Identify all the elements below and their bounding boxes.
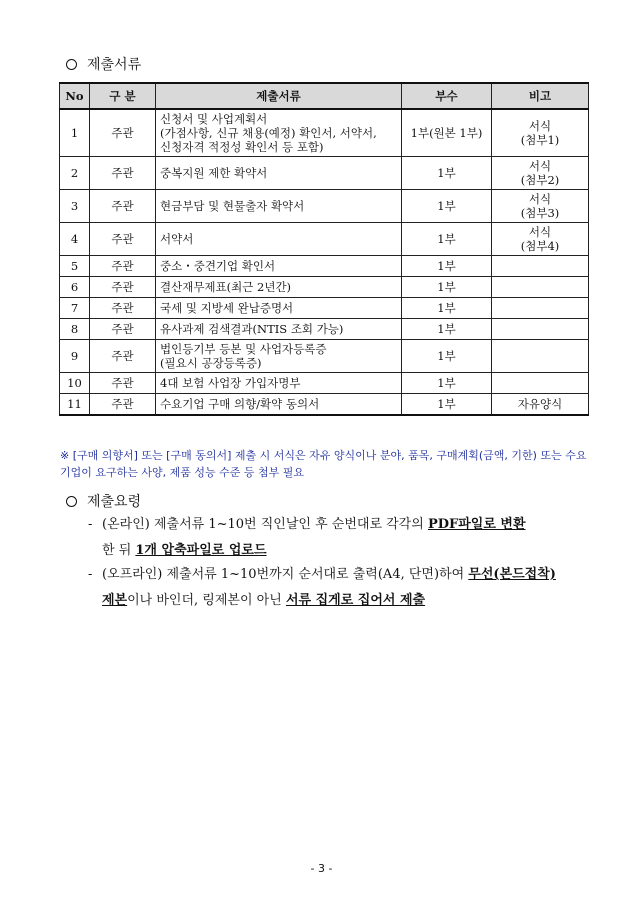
row-number: 6 [60,277,90,298]
document-line: 신청서 및 사업계획서 [160,112,268,126]
submission-item-offline [88,562,588,614]
note-line: (첨부1) [520,133,560,147]
row-count: 1부 [402,340,492,373]
row-note [492,373,589,394]
header-note: 비고 [492,83,589,109]
row-count: 1부 [402,256,492,277]
row-number: 11 [60,394,90,415]
row-category: 주관 [90,190,156,223]
row-count: 1부 [402,394,492,415]
row-number: 2 [60,157,90,190]
item-emphasis: 서류 집게로 집어서 제출 [285,593,426,608]
row-note [492,298,589,319]
row-count: 1부(원본 1부) [402,109,492,157]
row-count: 1부 [402,190,492,223]
header-no: No [60,83,90,109]
row-category: 주관 [90,256,156,277]
note-line: 서식 [528,225,552,239]
document-line: (필요시 공장등록증) [160,356,262,370]
row-category: 주관 [90,340,156,373]
row-documents [156,298,402,319]
table-row [60,157,589,190]
row-documents [156,109,402,157]
note-line: (첨부3) [520,206,560,220]
row-number: 9 [60,340,90,373]
document-line: (가점사항, 신규 채용(예정) 확인서, 서약서, [160,126,377,140]
row-number: 8 [60,319,90,340]
table-row [60,109,589,157]
note-line: 서식 [528,192,552,206]
item-emphasis: 무선(본드접착) [468,567,556,582]
table-row [60,340,589,373]
document-line: 유사과제 검색결과(NTIS 조회 가능) [160,322,344,336]
row-note [492,223,589,256]
table-row [60,319,589,340]
row-note [492,157,589,190]
row-note [492,277,589,298]
item-emphasis: 1개 압축파일로 업로드 [135,543,267,558]
section-title-documents [66,54,141,74]
item-emphasis: PDF파일로 변환 [427,517,526,532]
row-number: 1 [60,109,90,157]
row-note [492,319,589,340]
document-line: 4대 보험 사업장 가입자명부 [160,376,301,390]
note-line: 서식 [528,159,552,173]
document-line: 법인등기부 등본 및 사업자등록증 [160,342,327,356]
note-line: 서식 [528,119,552,133]
row-note [492,394,589,415]
table-row [60,277,589,298]
item-text: 이나 바인더, 링제본이 아닌 [127,593,286,608]
row-category: 주관 [90,157,156,190]
row-note [492,109,589,157]
row-documents [156,157,402,190]
item-text: (오프라인) 제출서류 1~10번까지 순서대로 출력(A4, 단면)하여 [102,567,469,582]
row-documents [156,340,402,373]
row-category: 주관 [90,109,156,157]
note-line: (첨부2) [520,173,560,187]
row-number: 4 [60,223,90,256]
row-category: 주관 [90,277,156,298]
row-number: 3 [60,190,90,223]
row-count: 1부 [402,373,492,394]
table-header-row [60,83,589,109]
header-count: 부수 [402,83,492,109]
row-note [492,256,589,277]
document-line: 서약서 [160,232,194,246]
row-category: 주관 [90,298,156,319]
document-line: 결산재무제표(최근 2년간) [160,280,292,294]
section-title-text: 제출서류 [87,57,142,73]
row-documents [156,319,402,340]
note-line: 자유양식 [517,396,563,411]
document-line: 국세 및 지방세 완납증명서 [160,301,294,315]
document-line: 수요기업 구매 의향/확약 동의서 [160,396,320,411]
table-row [60,190,589,223]
item-emphasis: 제본 [102,593,128,608]
row-documents [156,394,402,415]
document-line: 중소・중견기업 확인서 [160,259,276,273]
row-category: 주관 [90,319,156,340]
row-category: 주관 [90,394,156,415]
dash-bullet: - [88,517,93,532]
row-number: 10 [60,373,90,394]
note-text: [구매 의향서] 또는 [구매 동의서] 제출 시 서식은 자유 양식이나 분야, 품목, 구매계획(금액, 기한) 또는 수요기업이 요구하는 사양, 제품 성능 수준 등 첨부 필요 [60,449,587,479]
note-paragraph [60,447,590,481]
section-title-text: 제출요령 [87,494,142,510]
note-line: (첨부4) [520,239,560,253]
circle-bullet-icon [66,496,77,507]
row-category: 주관 [90,373,156,394]
row-number: 5 [60,256,90,277]
table-row [60,298,589,319]
row-documents [156,190,402,223]
document-line: 신청자격 적정성 확인서 등 포함) [160,140,324,154]
circle-bullet-icon [66,59,77,70]
page-number: - 3 - [310,862,333,875]
row-documents [156,223,402,256]
table-row [60,373,589,394]
row-note [492,190,589,223]
document-line: 중복지원 제한 확약서 [160,166,268,180]
row-documents [156,277,402,298]
note-symbol: ※ [60,449,70,462]
submission-item-online [88,512,588,564]
table-row [60,256,589,277]
table-row [60,223,589,256]
row-number: 7 [60,298,90,319]
item-text: 한 뒤 [102,543,136,558]
dash-bullet: - [88,567,93,582]
row-documents [156,256,402,277]
row-count: 1부 [402,319,492,340]
row-count: 1부 [402,298,492,319]
row-count: 1부 [402,157,492,190]
header-category: 구 분 [90,83,156,109]
row-count: 1부 [402,277,492,298]
item-text: (온라인) 제출서류 1~10번 직인날인 후 순번대로 각각의 [102,517,428,532]
document-line: 현금부담 및 현물출자 확약서 [160,199,305,213]
documents-table [59,82,589,416]
row-count: 1부 [402,223,492,256]
row-documents [156,373,402,394]
row-note [492,340,589,373]
row-category: 주관 [90,223,156,256]
table-row [60,394,589,415]
section-title-submission [66,491,141,511]
header-documents: 제출서류 [156,83,402,109]
